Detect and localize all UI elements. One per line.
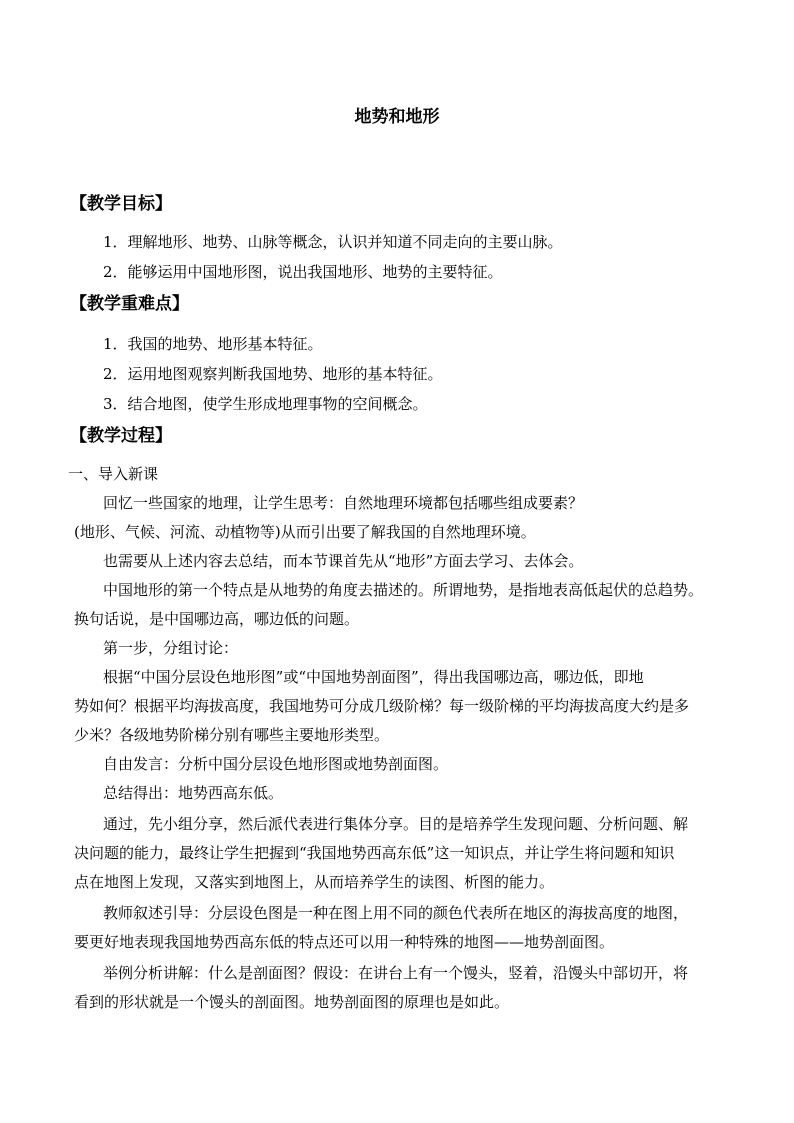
key-point-item: 2．运用地图观察判断我国地势、地形的基本特征。 xyxy=(103,365,443,383)
section-heading-key-points: 【教学重难点】 xyxy=(70,294,189,314)
paragraph-line: 根据“中国分层设色地形图”或“中国地势剖面图”，得出我国哪边高，哪边低，即地 xyxy=(103,668,644,686)
section-heading-goals: 【教学目标】 xyxy=(70,194,172,214)
paragraph-line: 总结得出：地势西高东低。 xyxy=(103,784,284,802)
paragraph-line: 看到的形状就是一个馒头的剖面图。地势剖面图的原理也是如此。 xyxy=(74,993,510,1011)
paragraph-line: (地形、气候、河流、动植物等)从而引出要了解我国的自然地理环境。 xyxy=(74,523,536,541)
paragraph-line: 势如何？根据平均海拔高度，我国地势可分成几级阶梯？每一级阶梯的平均海拔高度大约是多 xyxy=(74,697,690,715)
goal-item: 2．能够运用中国地形图，说出我国地形、地势的主要特征。 xyxy=(103,263,503,281)
paragraph-line: 点在地图上发现，又落实到地图上，从而培养学生的读图、析图的能力。 xyxy=(74,873,555,891)
paragraph-line: 第一步，分组讨论： xyxy=(103,639,239,657)
paragraph-line: 决问题的能力，最终让学生把握到“我国地势西高东低”这一知识点，并让学生将问题和知识 xyxy=(74,844,675,862)
subsection-heading: 一、导入新课 xyxy=(68,465,159,483)
paragraph-line: 中国地形的第一个特点是从地势的角度去描述的。所谓地势，是指地表高低起伏的总趋势。 xyxy=(103,581,704,599)
key-point-item: 3．结合地图，使学生形成地理事物的空间概念。 xyxy=(103,395,428,413)
page-title: 地势和地形 xyxy=(354,107,440,127)
paragraph-line: 举例分析讲解：什么是剖面图？假设：在讲台上有一个馒头，竖着，沿馒头中部切开，将 xyxy=(103,964,689,982)
key-point-item: 1．我国的地势、地形基本特征。 xyxy=(103,335,323,353)
paragraph-line: 要更好地表现我国地势西高东低的特点还可以用一种特殊的地图——地势剖面图。 xyxy=(74,933,615,951)
paragraph-line: 回忆一些国家的地理，让学生思考：自然地理环境都包括哪些组成要素？ xyxy=(103,494,584,512)
paragraph-line: 自由发言：分析中国分层设色地形图或地势剖面图。 xyxy=(103,755,449,773)
section-heading-process: 【教学过程】 xyxy=(70,426,172,446)
goal-item: 1．理解地形、地势、山脉等概念，认识并知道不同走向的主要山脉。 xyxy=(103,233,563,251)
paragraph-line: 少米？各级地势阶梯分别有哪些主要地形类型。 xyxy=(74,726,390,744)
paragraph-line: 换句话说，是中国哪边高，哪边低的问题。 xyxy=(74,610,360,628)
paragraph-line: 教师叙述引导：分层设色图是一种在图上用不同的颜色代表所在地区的海拔高度的地图， xyxy=(103,904,689,922)
paragraph-line: 也需要从上述内容去总结，而本节课首先从“地形”方面去学习、去体会。 xyxy=(103,552,584,570)
paragraph-line: 通过，先小组分享，然后派代表进行集体分享。目的是培养学生发现问题、分析问题、解 xyxy=(103,815,689,833)
